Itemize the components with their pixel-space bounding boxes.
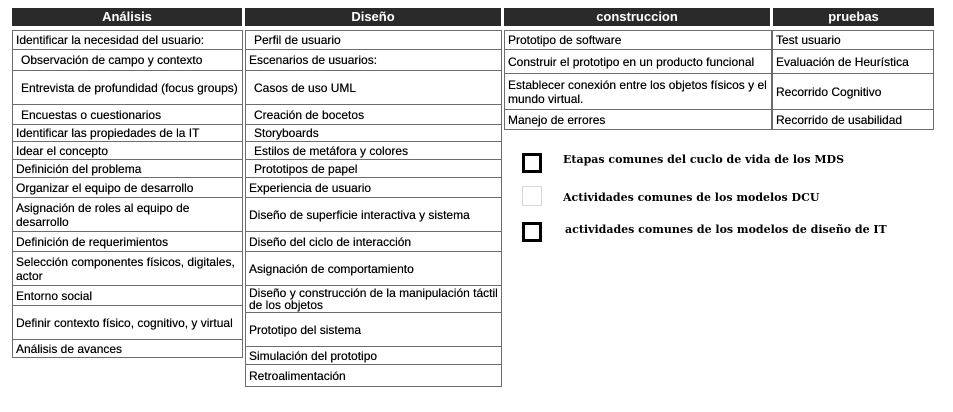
analisis-item: Organizar el equipo de desarrollo xyxy=(13,178,243,198)
pruebas-item: Recorrido de usabilidad xyxy=(773,110,934,130)
header-construccion: construccion xyxy=(504,8,770,26)
analisis-item: Encuestas o cuestionarios xyxy=(13,105,243,125)
pruebas-table xyxy=(772,30,934,130)
legend-box-mds xyxy=(522,153,542,173)
legend-label-dcu: Actividades comunes de los modelos DCU xyxy=(563,191,820,204)
diseno-item: Storyboards xyxy=(246,125,502,142)
analisis-item: Identificar las propiedades de la IT xyxy=(13,125,243,142)
pruebas-item: Test usuario xyxy=(773,31,934,50)
analisis-item: Identificar la necesidad del usuario: xyxy=(13,31,243,50)
legend-label-it: actividades comunes de los modelos de diseño de IT xyxy=(565,223,887,236)
construccion-table xyxy=(504,30,772,130)
diseno-item: Escenarios de usuarios: xyxy=(246,50,502,71)
diseno-item: Prototipos de papel xyxy=(246,160,502,178)
analisis-item: Asignación de roles al equipo de desarrollo xyxy=(13,198,243,232)
construccion-item: Construir el prototipo en un producto funcional xyxy=(505,50,772,74)
diseno-item: Estilos de metáfora y colores xyxy=(246,142,502,160)
analisis-item: Definición del problema xyxy=(13,160,243,178)
diseno-item: Casos de uso UML xyxy=(246,71,502,105)
diseno-item: Perfil de usuario xyxy=(246,31,502,50)
diseno-item: Creación de bocetos xyxy=(246,105,502,125)
diseno-item: Asignación de comportamiento xyxy=(246,252,502,286)
diseno-item: Experiencia de usuario xyxy=(246,178,502,198)
analisis-item: Observación de campo y contexto xyxy=(13,50,243,71)
analisis-item: Análisis de avances xyxy=(13,340,243,358)
diseno-table xyxy=(245,30,502,387)
construccion-item: Prototipo de software xyxy=(505,31,772,50)
analisis-item: Entorno social xyxy=(13,286,243,306)
diseno-item: Diseño del ciclo de interacción xyxy=(246,232,502,252)
diseno-item: Prototipo del sistema xyxy=(246,313,502,347)
analisis-item: Definir contexto físico, cognitivo, y virtual xyxy=(13,306,243,340)
analisis-item: Definición de requerimientos xyxy=(13,232,243,252)
pruebas-item: Evaluación de Heurística xyxy=(773,50,934,74)
diseno-item: Retroalimentación xyxy=(246,365,502,387)
diseno-item: Diseño y construcción de la manipulación táctil de los objetos xyxy=(246,286,502,313)
diseno-item: Simulación del prototipo xyxy=(246,347,502,365)
construccion-item: Manejo de errores xyxy=(505,110,772,130)
construccion-item: Establecer conexión entre los objetos físicos y el mundo virtual. xyxy=(505,74,772,110)
pruebas-item: Recorrido Cognitivo xyxy=(773,74,934,110)
analisis-item: Idear el concepto xyxy=(13,142,243,160)
legend-label-mds: Etapas comunes del cuclo de vida de los MDS xyxy=(563,153,845,166)
analisis-item: Entrevista de profundidad (focus groups) xyxy=(13,71,243,105)
header-diseno: Diseño xyxy=(245,8,501,26)
header-analisis: Análisis xyxy=(12,8,242,26)
analisis-table xyxy=(12,30,243,358)
diseno-item: Diseño de superficie interactiva y sistema xyxy=(246,198,502,232)
legend-box-dcu xyxy=(522,186,542,206)
analisis-item: Selección componentes físicos, digitales, actor xyxy=(13,252,243,286)
header-pruebas: pruebas xyxy=(773,8,934,26)
legend-box-it xyxy=(522,222,542,242)
